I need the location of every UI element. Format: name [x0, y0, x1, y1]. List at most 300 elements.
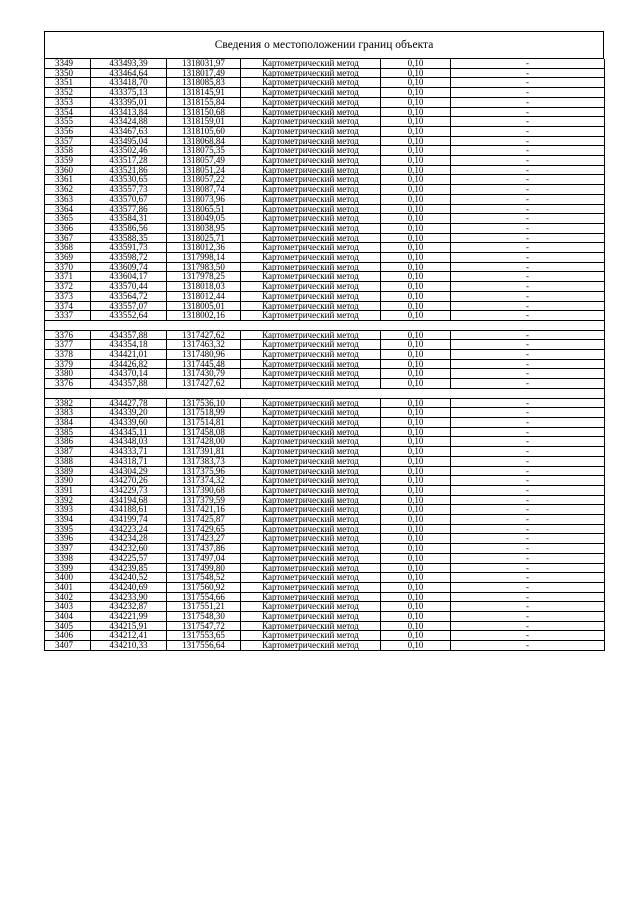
cell-note: - [451, 592, 605, 602]
cell-point-number: 3376 [45, 379, 91, 389]
cell-note: - [451, 553, 605, 563]
cell-method: Картометрический метод [241, 301, 381, 311]
table-row [45, 282, 605, 292]
cell-coord-x: 433577,86 [91, 204, 167, 214]
cell-coord-y: 1317560,92 [167, 582, 241, 592]
cell-coord-y: 1318012,36 [167, 243, 241, 253]
cell-accuracy: 0,10 [381, 185, 451, 195]
cell-coord-y: 1318057,49 [167, 156, 241, 166]
cell-accuracy: 0,10 [381, 165, 451, 175]
cell-point-number: 3407 [45, 641, 91, 651]
cell-method: Картометрический метод [241, 582, 381, 592]
cell-coord-y: 1318005,01 [167, 301, 241, 311]
cell-accuracy: 0,10 [381, 505, 451, 515]
cell-note: - [451, 369, 605, 379]
cell-coord-y: 1317518,99 [167, 408, 241, 418]
cell-method: Картометрический метод [241, 88, 381, 98]
cell-note: - [451, 253, 605, 263]
cell-coord-x: 434348,03 [91, 437, 167, 447]
table-row [45, 194, 605, 204]
cell-method: Картометрический метод [241, 282, 381, 292]
cell-note: - [451, 466, 605, 476]
cell-method: Картометрический метод [241, 223, 381, 233]
cell-method: Картометрический метод [241, 126, 381, 136]
table-row [45, 379, 605, 389]
cell-coord-x: 434370,14 [91, 369, 167, 379]
cell-accuracy: 0,10 [381, 214, 451, 224]
cell-coord-y: 1318057,22 [167, 175, 241, 185]
cell-method: Картометрический метод [241, 408, 381, 418]
table-row [45, 301, 605, 311]
cell-note: - [451, 573, 605, 583]
cell-coord-x: 434188,61 [91, 505, 167, 515]
cell-coord-x: 434339,60 [91, 417, 167, 427]
cell-note: - [451, 612, 605, 622]
cell-point-number: 3401 [45, 582, 91, 592]
cell-accuracy: 0,10 [381, 621, 451, 631]
cell-coord-y: 1317391,81 [167, 447, 241, 457]
cell-method: Картометрический метод [241, 156, 381, 166]
table-row [45, 621, 605, 631]
cell-point-number: 3399 [45, 563, 91, 573]
cell-note: - [451, 544, 605, 554]
cell-note: - [451, 417, 605, 427]
cell-coord-x: 433502,46 [91, 146, 167, 156]
cell-coord-x: 433609,74 [91, 262, 167, 272]
cell-coord-x: 434240,69 [91, 582, 167, 592]
cell-point-number: 3378 [45, 350, 91, 360]
cell-coord-x: 434270,26 [91, 476, 167, 486]
cell-point-number: 3359 [45, 156, 91, 166]
cell-method: Картометрический метод [241, 233, 381, 243]
cell-coord-x: 433464,64 [91, 68, 167, 78]
cell-accuracy: 0,10 [381, 544, 451, 554]
cell-coord-y: 1317421,16 [167, 505, 241, 515]
cell-note: - [451, 291, 605, 301]
cell-note: - [451, 311, 605, 321]
cell-coord-y: 1318155,84 [167, 97, 241, 107]
table-row [45, 369, 605, 379]
boundary-info-sheet [44, 31, 604, 651]
cell-point-number: 3393 [45, 505, 91, 515]
table-row [45, 340, 605, 350]
cell-accuracy: 0,10 [381, 427, 451, 437]
cell-point-number: 3374 [45, 301, 91, 311]
cell-note: - [451, 126, 605, 136]
cell-method: Картометрический метод [241, 495, 381, 505]
cell-accuracy: 0,10 [381, 350, 451, 360]
cell-coord-x: 434233,90 [91, 592, 167, 602]
cell-method: Картометрический метод [241, 505, 381, 515]
cell-point-number: 3383 [45, 408, 91, 418]
cell-accuracy: 0,10 [381, 553, 451, 563]
cell-method: Картометрический метод [241, 515, 381, 525]
cell-coord-y: 1318051,24 [167, 165, 241, 175]
cell-note: - [451, 233, 605, 243]
cell-accuracy: 0,10 [381, 408, 451, 418]
cell-coord-x: 434212,41 [91, 631, 167, 641]
cell-point-number: 3395 [45, 524, 91, 534]
cell-coord-x: 434354,18 [91, 340, 167, 350]
cell-coord-y: 1317383,73 [167, 456, 241, 466]
cell-note: - [451, 88, 605, 98]
cell-note: - [451, 97, 605, 107]
table-row [45, 602, 605, 612]
cell-accuracy: 0,10 [381, 272, 451, 282]
cell-accuracy: 0,10 [381, 223, 451, 233]
cell-point-number: 3370 [45, 262, 91, 272]
cell-note: - [451, 136, 605, 146]
cell-note: - [451, 262, 605, 272]
table-row [45, 97, 605, 107]
cell-point-number: 3364 [45, 204, 91, 214]
cell-point-number: 3384 [45, 417, 91, 427]
table-row [45, 330, 605, 340]
table-row [45, 612, 605, 622]
cell-note: - [451, 107, 605, 117]
cell-note: - [451, 524, 605, 534]
cell-point-number: 3387 [45, 447, 91, 457]
cell-coord-x: 433557,73 [91, 185, 167, 195]
cell-accuracy: 0,10 [381, 417, 451, 427]
cell-accuracy: 0,10 [381, 515, 451, 525]
cell-accuracy: 0,10 [381, 631, 451, 641]
cell-accuracy: 0,10 [381, 534, 451, 544]
cell-accuracy: 0,10 [381, 175, 451, 185]
cell-coord-y: 1317983,50 [167, 262, 241, 272]
cell-point-number: 3361 [45, 175, 91, 185]
cell-coord-x: 433591,73 [91, 243, 167, 253]
cell-point-number: 3390 [45, 476, 91, 486]
cell-coord-y: 1317551,21 [167, 602, 241, 612]
cell-coord-x: 433517,28 [91, 156, 167, 166]
cell-coord-x: 433604,17 [91, 272, 167, 282]
cell-note: - [451, 359, 605, 369]
cell-coord-x: 433584,31 [91, 214, 167, 224]
cell-note: - [451, 641, 605, 651]
cell-coord-x: 433521,86 [91, 165, 167, 175]
cell-coord-y: 1317554,66 [167, 592, 241, 602]
cell-method: Картометрический метод [241, 427, 381, 437]
table-row [45, 563, 605, 573]
table-row [45, 204, 605, 214]
cell-note: - [451, 408, 605, 418]
cell-note: - [451, 59, 605, 68]
separator-cell [45, 320, 605, 330]
cell-point-number: 3350 [45, 68, 91, 78]
table-row [45, 456, 605, 466]
cell-coord-y: 1317429,65 [167, 524, 241, 534]
cell-coord-y: 1317480,96 [167, 350, 241, 360]
cell-point-number: 3385 [45, 427, 91, 437]
cell-point-number: 3392 [45, 495, 91, 505]
cell-method: Картометрический метод [241, 437, 381, 447]
cell-coord-x: 433570,44 [91, 282, 167, 292]
cell-accuracy: 0,10 [381, 612, 451, 622]
cell-method: Картометрический метод [241, 456, 381, 466]
cell-point-number: 3376 [45, 330, 91, 340]
cell-coord-y: 1318017,49 [167, 68, 241, 78]
table-row [45, 592, 605, 602]
cell-note: - [451, 485, 605, 495]
cell-point-number: 3402 [45, 592, 91, 602]
cell-coord-y: 1317998,14 [167, 253, 241, 263]
cell-coord-x: 434421,01 [91, 350, 167, 360]
table-row [45, 505, 605, 515]
cell-method: Картометрический метод [241, 175, 381, 185]
cell-method: Картометрический метод [241, 291, 381, 301]
separator-row [45, 388, 605, 398]
table-row [45, 136, 605, 146]
cell-point-number: 3358 [45, 146, 91, 156]
cell-point-number: 3369 [45, 253, 91, 263]
cell-coord-x: 433495,04 [91, 136, 167, 146]
cell-accuracy: 0,10 [381, 146, 451, 156]
separator-cell [45, 388, 605, 398]
coordinates-table [44, 59, 605, 651]
cell-coord-y: 1318075,35 [167, 146, 241, 156]
cell-coord-x: 434232,87 [91, 602, 167, 612]
cell-point-number: 3360 [45, 165, 91, 175]
cell-note: - [451, 214, 605, 224]
cell-accuracy: 0,10 [381, 253, 451, 263]
table-row [45, 544, 605, 554]
cell-method: Картометрический метод [241, 68, 381, 78]
cell-coord-x: 434240,52 [91, 573, 167, 583]
cell-coord-y: 1317379,59 [167, 495, 241, 505]
cell-accuracy: 0,10 [381, 156, 451, 166]
cell-method: Картометрический метод [241, 204, 381, 214]
cell-point-number: 3405 [45, 621, 91, 631]
cell-method: Картометрический метод [241, 612, 381, 622]
cell-note: - [451, 476, 605, 486]
cell-coord-y: 1318018,03 [167, 282, 241, 292]
cell-accuracy: 0,10 [381, 359, 451, 369]
cell-coord-x: 433570,67 [91, 194, 167, 204]
cell-coord-x: 434215,91 [91, 621, 167, 631]
table-row [45, 408, 605, 418]
table-row [45, 291, 605, 301]
cell-point-number: 3389 [45, 466, 91, 476]
table-row [45, 485, 605, 495]
cell-note: - [451, 330, 605, 340]
table-row [45, 126, 605, 136]
cell-point-number: 3380 [45, 369, 91, 379]
cell-coord-y: 1318068,84 [167, 136, 241, 146]
cell-coord-y: 1317499,80 [167, 563, 241, 573]
cell-method: Картометрический метод [241, 466, 381, 476]
cell-point-number: 3403 [45, 602, 91, 612]
table-row [45, 359, 605, 369]
cell-coord-x: 433586,56 [91, 223, 167, 233]
cell-coord-y: 1318002,16 [167, 311, 241, 321]
table-row [45, 88, 605, 98]
cell-point-number: 3386 [45, 437, 91, 447]
cell-note: - [451, 447, 605, 457]
cell-method: Картометрический метод [241, 194, 381, 204]
table-row [45, 553, 605, 563]
cell-accuracy: 0,10 [381, 78, 451, 88]
cell-method: Картометрический метод [241, 417, 381, 427]
table-row [45, 233, 605, 243]
cell-accuracy: 0,10 [381, 379, 451, 389]
cell-coord-x: 434221,99 [91, 612, 167, 622]
table-row [45, 631, 605, 641]
cell-method: Картометрический метод [241, 117, 381, 127]
cell-accuracy: 0,10 [381, 602, 451, 612]
table-row [45, 573, 605, 583]
cell-coord-x: 434345,11 [91, 427, 167, 437]
table-row [45, 476, 605, 486]
cell-coord-y: 1317514,81 [167, 417, 241, 427]
cell-coord-x: 434234,28 [91, 534, 167, 544]
cell-point-number: 3396 [45, 534, 91, 544]
cell-coord-x: 433552,64 [91, 311, 167, 321]
cell-note: - [451, 243, 605, 253]
cell-coord-y: 1317437,86 [167, 544, 241, 554]
cell-method: Картометрический метод [241, 97, 381, 107]
cell-method: Картометрический метод [241, 641, 381, 651]
cell-method: Картометрический метод [241, 476, 381, 486]
cell-note: - [451, 156, 605, 166]
cell-note: - [451, 194, 605, 204]
table-row [45, 398, 605, 408]
cell-coord-y: 1317423,27 [167, 534, 241, 544]
cell-coord-y: 1318105,60 [167, 126, 241, 136]
cell-coord-y: 1318012,44 [167, 291, 241, 301]
cell-accuracy: 0,10 [381, 88, 451, 98]
cell-method: Картометрический метод [241, 59, 381, 68]
cell-coord-y: 1318025,71 [167, 233, 241, 243]
cell-coord-y: 1317548,52 [167, 573, 241, 583]
cell-accuracy: 0,10 [381, 262, 451, 272]
cell-coord-x: 434232,60 [91, 544, 167, 554]
cell-accuracy: 0,10 [381, 437, 451, 447]
cell-point-number: 3377 [45, 340, 91, 350]
cell-note: - [451, 631, 605, 641]
cell-method: Картометрический метод [241, 573, 381, 583]
cell-method: Картометрический метод [241, 398, 381, 408]
cell-coord-y: 1317463,32 [167, 340, 241, 350]
cell-coord-x: 433493,39 [91, 59, 167, 68]
cell-accuracy: 0,10 [381, 466, 451, 476]
cell-method: Картометрический метод [241, 621, 381, 631]
cell-note: - [451, 175, 605, 185]
cell-coord-y: 1317548,30 [167, 612, 241, 622]
table-row [45, 243, 605, 253]
cell-coord-y: 1317375,96 [167, 466, 241, 476]
cell-point-number: 3372 [45, 282, 91, 292]
cell-note: - [451, 621, 605, 631]
cell-coord-y: 1318073,96 [167, 194, 241, 204]
cell-coord-y: 1318085,83 [167, 78, 241, 88]
cell-method: Картометрический метод [241, 350, 381, 360]
cell-accuracy: 0,10 [381, 194, 451, 204]
table-row [45, 427, 605, 437]
cell-note: - [451, 272, 605, 282]
cell-accuracy: 0,10 [381, 233, 451, 243]
cell-coord-x: 434199,74 [91, 515, 167, 525]
cell-coord-x: 433375,13 [91, 88, 167, 98]
cell-accuracy: 0,10 [381, 582, 451, 592]
cell-coord-x: 434223,24 [91, 524, 167, 534]
cell-point-number: 3353 [45, 97, 91, 107]
cell-coord-y: 1317553,65 [167, 631, 241, 641]
cell-point-number: 3391 [45, 485, 91, 495]
cell-method: Картометрический метод [241, 369, 381, 379]
cell-accuracy: 0,10 [381, 68, 451, 78]
cell-note: - [451, 398, 605, 408]
table-row [45, 524, 605, 534]
cell-coord-x: 434318,71 [91, 456, 167, 466]
cell-point-number: 3357 [45, 136, 91, 146]
table-row [45, 146, 605, 156]
cell-point-number: 3382 [45, 398, 91, 408]
cell-accuracy: 0,10 [381, 456, 451, 466]
cell-accuracy: 0,10 [381, 97, 451, 107]
cell-coord-y: 1317497,04 [167, 553, 241, 563]
table-row [45, 165, 605, 175]
cell-accuracy: 0,10 [381, 495, 451, 505]
cell-accuracy: 0,10 [381, 447, 451, 457]
cell-coord-y: 1318031,97 [167, 59, 241, 68]
cell-point-number: 3394 [45, 515, 91, 525]
cell-method: Картометрический метод [241, 311, 381, 321]
cell-point-number: 3351 [45, 78, 91, 88]
cell-method: Картометрический метод [241, 78, 381, 88]
cell-coord-x: 434357,88 [91, 330, 167, 340]
table-row [45, 107, 605, 117]
cell-coord-y: 1317425,87 [167, 515, 241, 525]
table-row [45, 582, 605, 592]
table-row [45, 641, 605, 651]
cell-accuracy: 0,10 [381, 476, 451, 486]
cell-coord-y: 1318038,95 [167, 223, 241, 233]
cell-coord-y: 1317427,62 [167, 330, 241, 340]
cell-coord-x: 433530,65 [91, 175, 167, 185]
cell-coord-y: 1318150,68 [167, 107, 241, 117]
cell-coord-y: 1317458,08 [167, 427, 241, 437]
cell-accuracy: 0,10 [381, 117, 451, 127]
cell-point-number: 3366 [45, 223, 91, 233]
document-title-text: Сведения о местоположении границ объекта [214, 39, 434, 51]
cell-note: - [451, 427, 605, 437]
cell-accuracy: 0,10 [381, 398, 451, 408]
cell-coord-x: 434229,73 [91, 485, 167, 495]
cell-point-number: 3337 [45, 311, 91, 321]
cell-coord-y: 1318159,01 [167, 117, 241, 127]
cell-note: - [451, 456, 605, 466]
cell-method: Картометрический метод [241, 379, 381, 389]
cell-coord-x: 434333,71 [91, 447, 167, 457]
cell-note: - [451, 223, 605, 233]
cell-method: Картометрический метод [241, 340, 381, 350]
table-row [45, 59, 605, 68]
cell-coord-y: 1317427,62 [167, 379, 241, 389]
cell-point-number: 3371 [45, 272, 91, 282]
table-row [45, 156, 605, 166]
cell-point-number: 3397 [45, 544, 91, 554]
cell-method: Картометрический метод [241, 359, 381, 369]
table-row [45, 466, 605, 476]
cell-accuracy: 0,10 [381, 301, 451, 311]
cell-coord-x: 433564,72 [91, 291, 167, 301]
cell-accuracy: 0,10 [381, 204, 451, 214]
cell-accuracy: 0,10 [381, 291, 451, 301]
cell-coord-x: 434427,78 [91, 398, 167, 408]
cell-coord-y: 1318049,05 [167, 214, 241, 224]
cell-coord-x: 434194,68 [91, 495, 167, 505]
